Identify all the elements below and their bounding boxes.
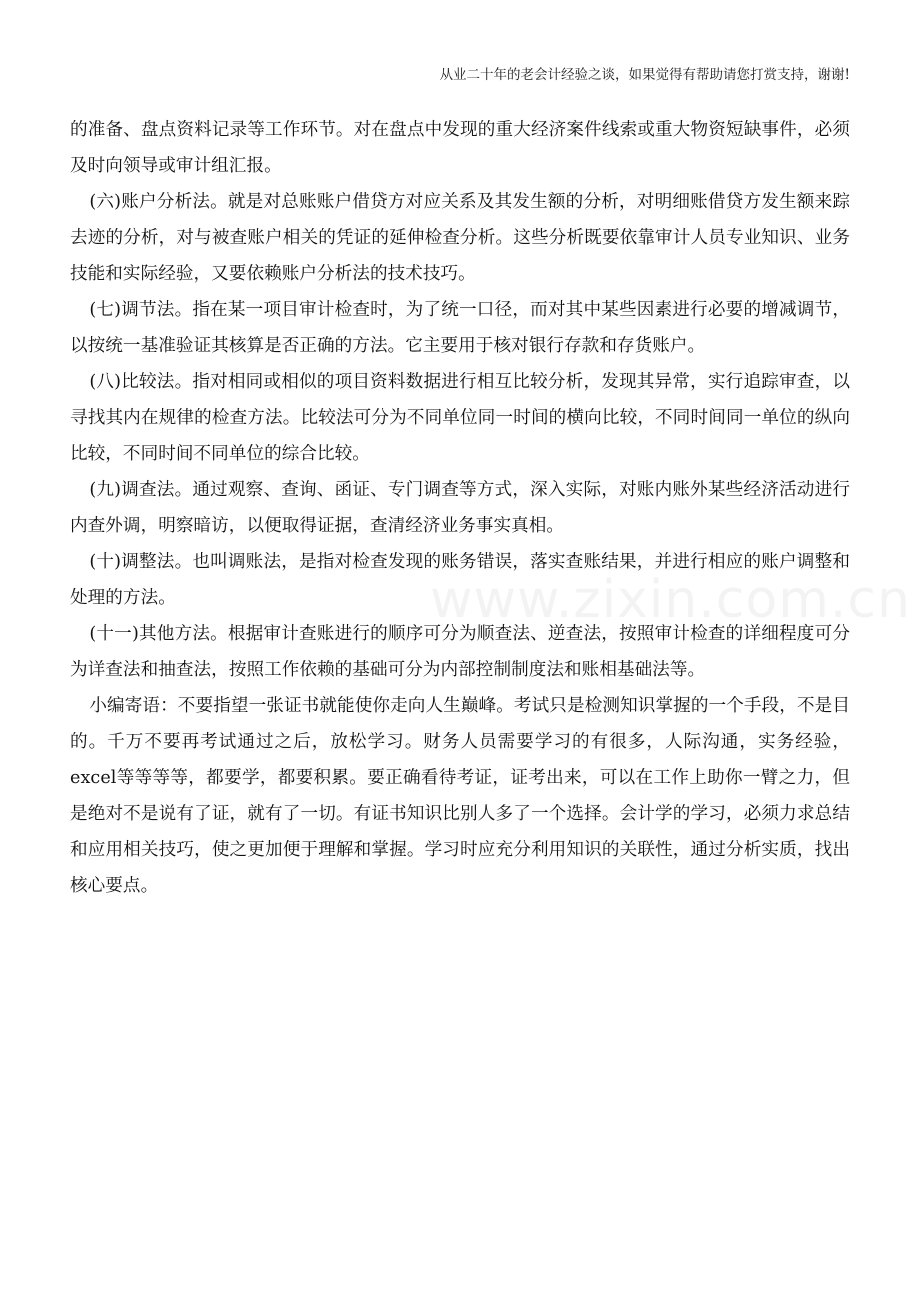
watermark: www.zixin.com.cn <box>430 570 911 630</box>
paragraph-inventory-continued: 的准备、盘点资料记录等工作环节。对在盘点中发现的重大经济案件线索或重大物资短缺事件，必须及时向领导或审计组汇报。 <box>70 120 850 176</box>
document-body <box>70 112 850 904</box>
paragraph-investigation-method: (九)调查法。通过观察、查询、函证、专门调查等方式，深入实际，对账内账外某些经济活动进行内查外调，明察暗访，以便取得证据，查清经济业务事实真相。 <box>70 480 850 536</box>
paragraph-account-analysis: (六)账户分析法。就是对总账账户借贷方对应关系及其发生额的分析，对明细账借贷方发生额来踪去迹的分析，对与被查账户相关的凭证的延伸检查分析。这些分析既要依靠审计人员专业知识、业务技能和实际经验，又要依赖账户分析法的技术技巧。 <box>70 192 850 284</box>
paragraph-editor-note: 小编寄语：不要指望一张证书就能使你走向人生巅峰。考试只是检测知识掌握的一个手段，不是目的。千万不要再考试通过之后，放松学习。财务人员需要学习的有很多，人际沟通，实务经验，excel等等等等，都要学，都要积累。要正确看待考证，证考出来，可以在工作上助你一臂之力，但是绝对不是说有了证，就有了一切。有证书知识比别人多了一个选择。会计学的学习，必须力求总结和应用相关技巧，使之更加便于理解和掌握。学习时应充分利用知识的关联性，通过分析实质，找出核心要点。 <box>70 696 850 896</box>
paragraph-other-methods: (十一)其他方法。根据审计查账进行的顺序可分为顺查法、逆查法，按照审计检查的详细程度可分为详查法和抽查法，按照工作依赖的基础可分为内部控制制度法和账相基础法等。 <box>70 624 850 680</box>
paragraph-correction-method: (十)调整法。也叫调账法，是指对检查发现的账务错误，落实查账结果，并进行相应的账户调整和处理的方法。 <box>70 552 850 608</box>
paragraph-comparison-method: (八)比较法。指对相同或相似的项目资料数据进行相互比较分析，发现其异常，实行追踪审查，以寻找其内在规律的检查方法。比较法可分为不同单位同一时间的横向比较，不同时间同一单位的纵向比较，不同时间不同单位的综合比较。 <box>70 372 850 464</box>
page-header: 从业二十年的老会计经验之谈，如果觉得有帮助请您打赏支持，谢谢! <box>439 67 850 83</box>
paragraph-adjustment-method: (七)调节法。指在某一项目审计检查时，为了统一口径，而对其中某些因素进行必要的增减调节，以按统一基准验证其核算是否正确的方法。它主要用于核对银行存款和存货账户。 <box>70 300 850 356</box>
